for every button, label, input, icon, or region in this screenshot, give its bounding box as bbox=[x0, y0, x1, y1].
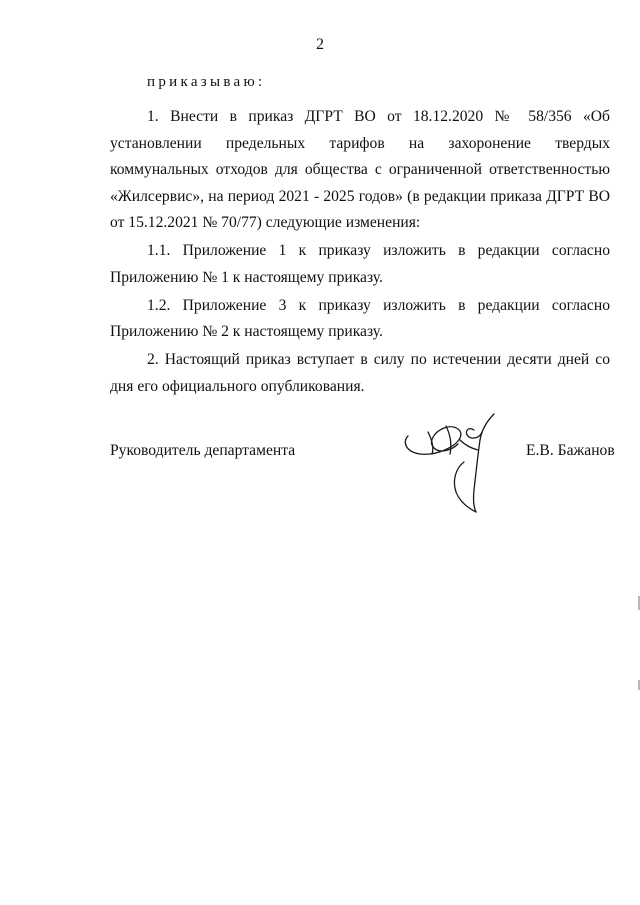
page-number: 2 bbox=[316, 36, 324, 53]
signatory-name: Е.В. Бажанов bbox=[526, 442, 615, 459]
handwritten-signature bbox=[398, 410, 510, 516]
paragraph-1-2: 1.2. Приложение 3 к приказу изложить в редакции согласно Приложению № 2 к настоящему приказу. bbox=[110, 296, 610, 340]
order-word: приказываю: bbox=[147, 74, 266, 90]
paragraph-1: 1. Внести в приказ ДГРТ ВО от 18.12.2020 № 58/356 «Об установлении предельных тарифов на захоронение твердых коммунальных отходов для общества с ограниченной ответственностью «Жилсервис», на период 2021 - 2025 годов» (в редакции приказа ДГРТ ВО от 15.12.2021 № 70/77) следующие изменения: bbox=[110, 108, 610, 231]
document-body bbox=[110, 104, 610, 402]
paragraph-1-1: 1.1. Приложение 1 к приказу изложить в редакции согласно Приложению № 1 к настоящему приказу. bbox=[110, 242, 610, 286]
paragraph-2: 2. Настоящий приказ вступает в силу по истечении десяти дней со дня его официального опубликования. bbox=[110, 351, 610, 395]
signatory-title: Руководитель департамента bbox=[110, 442, 296, 459]
